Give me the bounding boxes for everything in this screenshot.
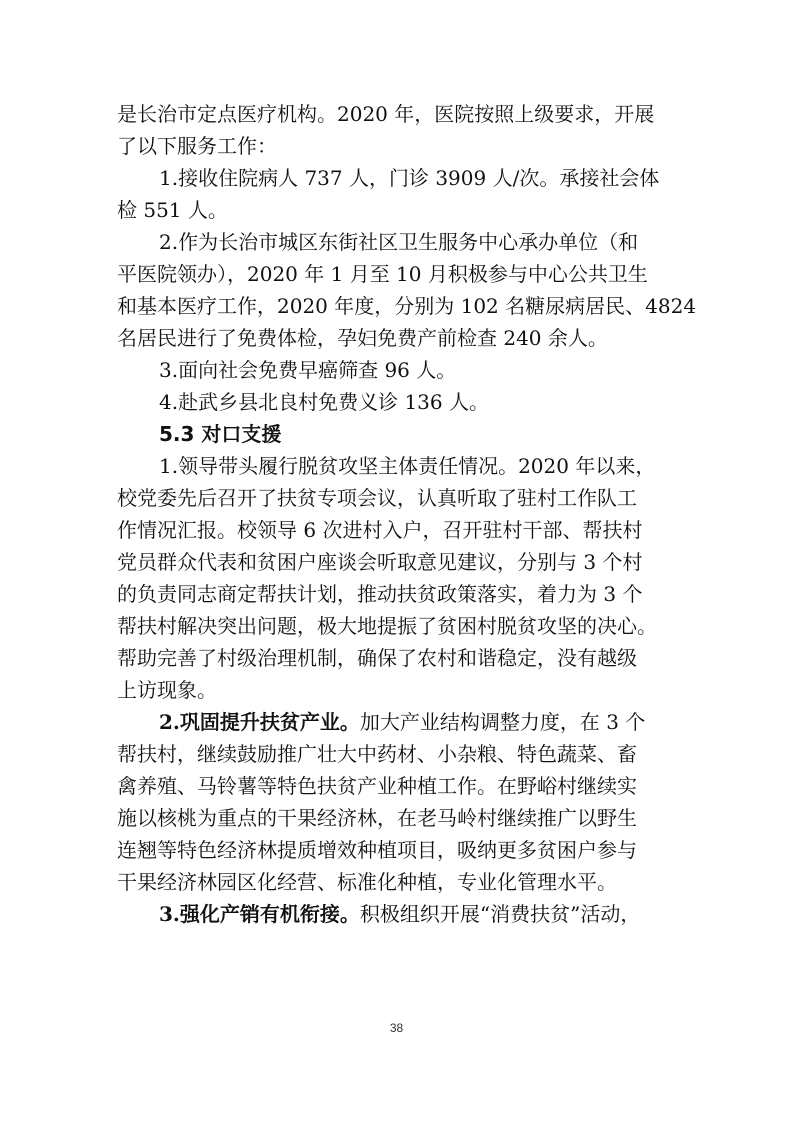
list-item-2-line: 2.作为长治市城区东街社区卫生服务中心承办单位（和 [159,230,639,254]
paragraph-line: 连翘等特色经济林提质增效种植项目，吸纳更多贫困户参与 [117,838,637,862]
paragraph-line: 校党委先后召开了扶贫专项会议，认真听取了驻村工作队工 [117,486,637,510]
paragraph-lead: 3.强化产销有机衔接。 [159,902,360,926]
paragraph-line: 上访现象。 [117,678,217,702]
list-item-1-line: 检 551 人。 [117,198,228,222]
list-item-2-line: 和基本医疗工作，2020 年度，分别为 102 名糖尿病居民、4824 [117,294,697,318]
page-number: 38 [389,1021,404,1035]
paragraph-line: 作情况汇报。校领导 6 次进村入户，召开驻村干部、帮扶村 [117,518,643,542]
paragraph-line [117,898,677,930]
list-item-3-line: 3.面向社会免费早癌筛查 96 人。 [159,358,457,382]
section-heading: 5.3 对口支援 [159,422,282,446]
paragraph-line: 了以下服务工作： [117,134,277,158]
paragraph-text: 加大产业结构调整力度，在 3 个 [359,710,646,734]
paragraph-line: 施以核桃为重点的干果经济林，在老马岭村继续推广以野生 [117,806,637,830]
document-body [117,98,697,930]
paragraph-line: 帮扶村解决突出问题，极大地提振了贫困村脱贫攻坚的决心。 [117,614,657,638]
paragraph-line [117,706,677,738]
paragraph-text: 积极组织开展“消费扶贫”活动， [359,902,641,926]
paragraph-line: 的负责同志商定帮扶计划，推动扶贫政策落实，着力为 3 个 [117,582,643,606]
paragraph-line: 党员群众代表和贫困户座谈会听取意见建议，分别与 3 个村 [117,550,643,574]
paragraph-line: 帮扶村，继续鼓励推广壮大中药材、小杂粮、特色蔬菜、畜 [117,742,637,766]
paragraph-line: 干果经济林园区化经营、标准化种植，专业化管理水平。 [117,870,617,894]
paragraph-line: 禽养殖、马铃薯等特色扶贫产业种植工作。在野峪村继续实 [117,774,637,798]
paragraph-line: 是长治市定点医疗机构。2020 年，医院按照上级要求，开展 [117,102,655,126]
paragraph-line: 帮助完善了村级治理机制，确保了农村和谐稳定，没有越级 [117,646,637,670]
paragraph-line: 1.领导带头履行脱贫攻坚主体责任情况。2020 年以来， [159,454,656,478]
list-item-1-line: 1.接收住院病人 737 人，门诊 3909 人/次。承接社会体 [159,166,660,190]
list-item-2-line: 名居民进行了免费体检，孕妇免费产前检查 240 余人。 [117,326,608,350]
paragraph-lead: 2.巩固提升扶贫产业。 [159,710,360,734]
list-item-2-line: 平医院领办），2020 年 1 月至 10 月积极参与中心公共卫生 [117,262,648,286]
list-item-4-line: 4.赴武乡县北良村免费义诊 136 人。 [159,390,489,414]
